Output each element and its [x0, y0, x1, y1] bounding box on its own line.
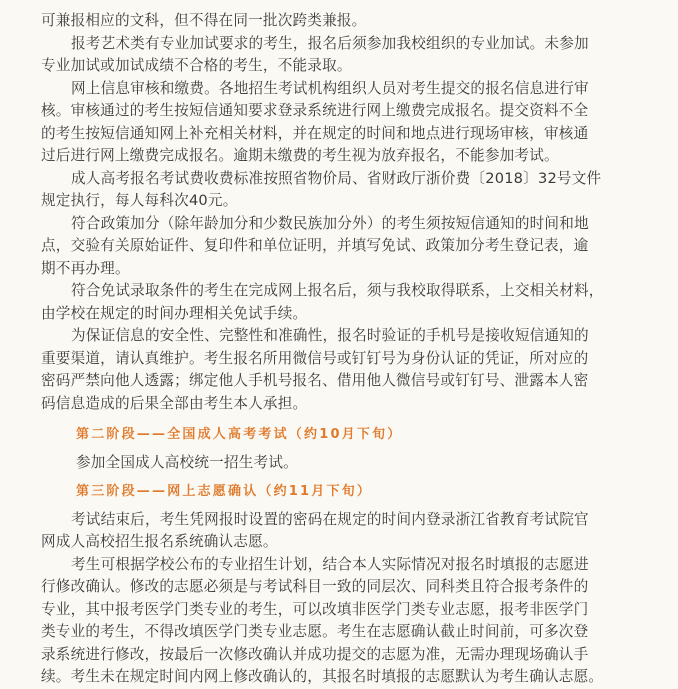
text-line: 成人高考报名考试费收费标准按照省物价局、省财政厅浙价费〔2018〕32号文件 [71, 169, 602, 187]
paragraph-policy-bonus [41, 213, 641, 281]
text-line: 点，交验有关原始证件、复印件和单位证明，并填写免试、政策加分考生登记表，逾 [41, 237, 589, 254]
stage-2-text [41, 452, 641, 475]
text-line: 网成人高校招生报名系统确认志愿。 [41, 533, 278, 550]
spacer [41, 415, 641, 424]
text-line: 核。审核通过的考生按短信通知要求登录系统进行网上缴费完成报名。提交资料不全 [41, 102, 589, 119]
paragraph-review-payment [41, 78, 641, 168]
paragraph-exemption [41, 280, 641, 325]
text-line: 考试结束后，考生凭网报时设置的密码在规定的时间内登录浙江省教育考试院官 [71, 510, 589, 528]
text-line: 可兼报相应的文科，但不得在同一批次跨类兼报。 [41, 12, 367, 29]
text-line: 规定执行，每人每科次40元。 [41, 192, 238, 209]
text-line: 行修改确认。修改的志愿必须是与考试科目一致的同层次、同科类且符合报考条件的 [41, 578, 589, 595]
section-stage-3 [41, 481, 641, 689]
paragraph-security [41, 325, 641, 415]
stage-3-heading: 第三阶段——网上志愿确认（约11月下旬） [76, 483, 373, 499]
text-line: 符合政策加分（除年龄加分和少数民族加分外）的考生须按短信通知的时间和地 [71, 214, 589, 232]
text-line: 类专业的考生，不得改填医学门类专业志愿。考生在志愿确认截止时间前，可多次登 [41, 623, 589, 640]
text-line: 专业加试或加试成绩不合格的考生，不能录取。 [41, 57, 352, 74]
document-page [41, 10, 641, 689]
text-line: 符合免试录取条件的考生在完成网上报名后，须与我校取得联系，上交相关材料， [71, 282, 604, 299]
text-line: 重要渠道，请认真维护。考生报名所用微信号或钉钉号为身份认证的凭证，所对应的 [41, 349, 589, 367]
text-line: 码信息造成的后果全部由考生本人承担。 [41, 394, 308, 412]
paragraph-fee-standard [41, 168, 641, 213]
text-line: 为保证信息的安全性、完整性和准确性，报名时验证的手机号是接收短信通知的 [71, 327, 589, 344]
text-line: 过后进行网上缴费完成报名。逾期未缴费的考生视为放弃报名，不能参加考试。 [41, 147, 559, 164]
text-line: 考生可根据学校公布的专业招生计划，结合本人实际情况对报名时填报的志愿进 [71, 555, 589, 573]
text-line: 密码严禁向他人透露；绑定他人手机号报名、借用他人微信号或钉钉号、泄露本人密 [41, 372, 589, 389]
paragraph-modify-confirm [41, 554, 641, 689]
paragraph-login-confirm [41, 509, 641, 554]
text-line: 网上信息审核和缴费。各地招生考试机构组织人员对考生提交的报名信息进行审 [71, 79, 589, 97]
text-line: 期不再办理。 [41, 259, 130, 277]
text-line: 由学校在规定的时间办理相关免试手续。 [41, 304, 308, 322]
text-line: 续。考生未在规定时间内网上修改确认的，其报名时填报的志愿默认为考生确认志愿。 [41, 668, 604, 685]
paragraph-art-exam [41, 33, 641, 78]
text-line: 专业，其中报考医学门类专业的考生，可以改填非医学门类专业志愿，报考非医学门 [41, 600, 589, 618]
text-line: 录系统进行修改，按最后一次修改确认并成功提交的志愿为准，无需办理现场确认手 [41, 645, 589, 663]
paragraph-cross-category [41, 10, 641, 33]
section-stage-2 [41, 424, 641, 475]
text-line: 的考生按短信通知网上补充相关材料，并在规定的时间和地点进行现场审核，审核通 [41, 124, 589, 142]
text-line: 报考艺术类有专业加试要求的考生，报名后须参加我校组织的专业加试。未参加 [71, 34, 589, 52]
text-line: 参加全国成人高校统一招生考试。 [76, 454, 298, 471]
stage-2-heading: 第二阶段——全国成人高考考试（约10月下旬） [76, 427, 403, 442]
